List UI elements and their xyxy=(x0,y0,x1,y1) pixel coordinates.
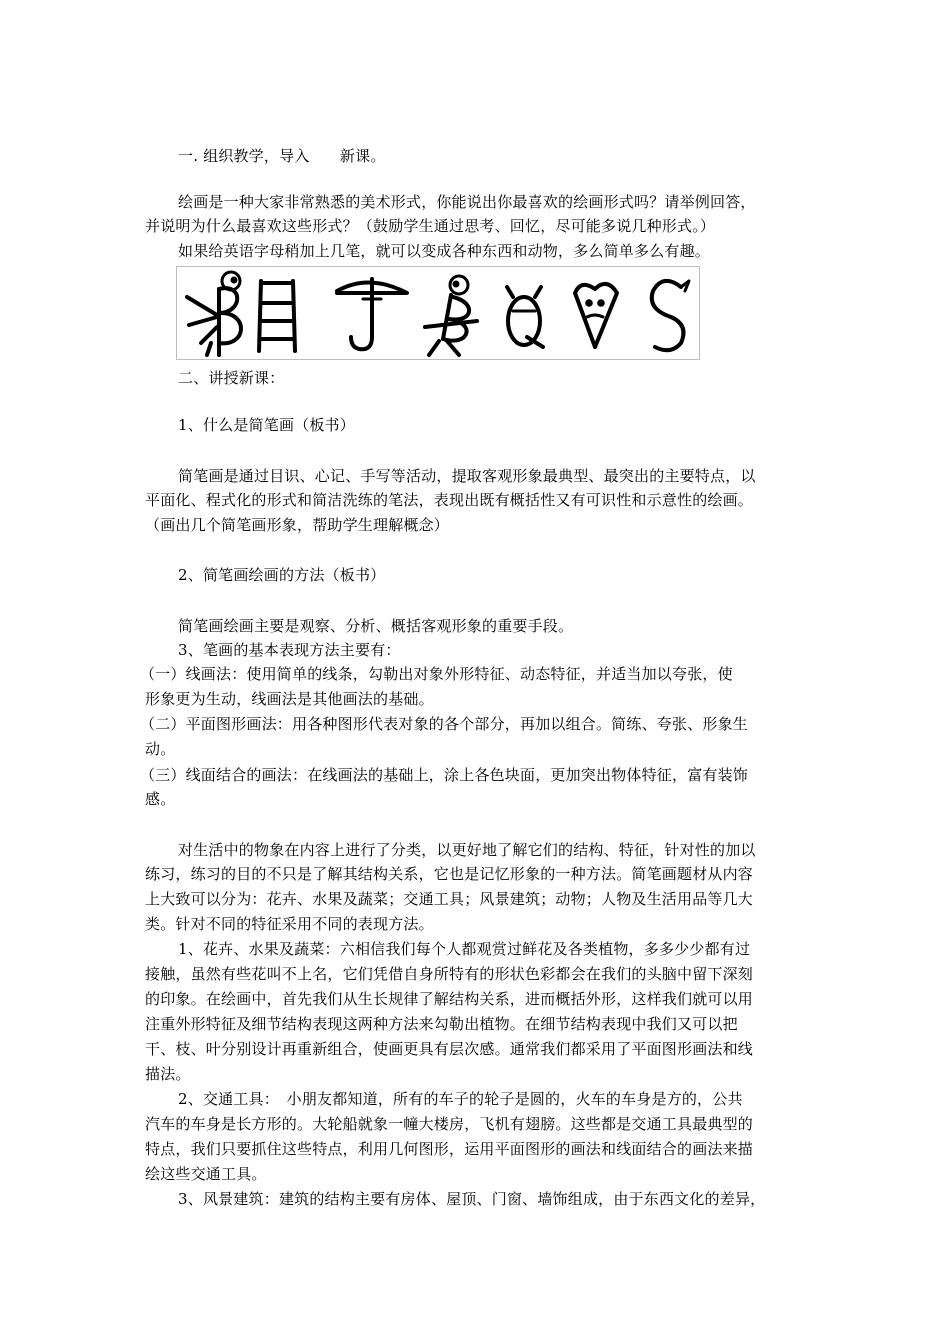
section-1-line-3: （画出几个简笔画形象，帮助学生理解概念） xyxy=(145,516,450,534)
method-line-2: 形象更为生动，线画法是其他画法的基础。 xyxy=(145,690,434,708)
flowers-line-4: 注重外形特征及细节结构表现这两种方法来勾勒出植物。在细节结构表现中我们又可以把 xyxy=(145,1015,738,1033)
section-2-body: 简笔画绘画主要是观察、分析、概括客观形象的重要手段。 xyxy=(178,617,574,635)
section-1-title: 1、什么是简笔画（板书） xyxy=(178,416,355,434)
transport-line-4: 绘这些交通工具。 xyxy=(145,1165,267,1183)
flowers-line-3: 的印象。在绘画中，首先我们从生长规律了解结构关系，进而概括外形，这样我们就可以用 xyxy=(145,990,754,1008)
method-line-1: （一）线画法：使用简单的线条，勾勒出对象外形特征、动态特征，并适当加以夸张，使 xyxy=(140,665,733,683)
section-3-title: 3、笔画的基本表现方法主要有： xyxy=(178,641,401,659)
heading-1: 一. 组织教学，导入 新课。 xyxy=(178,147,386,165)
method-line-4: 动。 xyxy=(145,740,176,758)
buildings-line-1: 3、风景建筑：建筑的结构主要有房体、屋顶、门窗、墙饰组成，由于东西文化的差异， xyxy=(178,1190,766,1208)
letter-a-ladder-drawing xyxy=(259,281,295,351)
classify-line-2: 练习，练习的目的不只是了解其结构关系，它也是记忆形象的一种方法。简笔画题材从内容 xyxy=(145,865,754,883)
letter-drawings-svg xyxy=(177,267,699,359)
intro-line-1: 绘画是一种大家非常熟悉的美术形式，你能说出你最喜欢的绘画形式吗？请举例回答， xyxy=(178,193,756,211)
transport-line-2: 汽车的车身是长方形的。大轮船就象一幢大楼房，飞机有翅膀。这些都是交通工具最典型的 xyxy=(145,1115,754,1133)
transport-line-1: 2、交通工具： 小朋友都知道，所有的车子的轮子是圆的，火车的车身是方的，公共 xyxy=(178,1090,743,1108)
flowers-line-6: 描法。 xyxy=(145,1065,191,1083)
method-line-5: （三）线面结合的画法：在线画法的基础上，涂上各色块面，更加突出物体特征，富有装饰 xyxy=(140,766,749,784)
flowers-line-2: 接触，虽然有些花叫不上名，它们凭借自身所特有的形状色彩都会在我们的头脑中留下深刻 xyxy=(145,965,754,983)
section-1-line-2: 平面化、程式化的形式和简洁洗练的笔法，表现出既有概括性又有可识性和示意性的绘画。 xyxy=(145,491,754,509)
letter-q-owl-drawing xyxy=(507,287,543,347)
classify-line-4: 类。针对不同的特征采用不同的表现方法。 xyxy=(145,915,434,933)
letter-b-bird-2-drawing xyxy=(425,276,477,355)
flowers-line-5: 干、枝、叶分别设计再重新组合，使画更具有层次感。通常我们都采用了平面图形画法和线 xyxy=(145,1040,754,1058)
letter-s-snake-drawing xyxy=(652,281,689,350)
letter-b-bird-drawing xyxy=(187,272,241,355)
letter-j-umbrella-drawing xyxy=(337,279,407,349)
classify-line-3: 上大致可以分为：花卉、水果及蔬菜；交通工具；风景建筑；动物；人物及生活用品等几大 xyxy=(145,890,754,908)
method-line-6: 感。 xyxy=(145,790,176,808)
section-1-line-1: 简笔画是通过目识、心记、手写等活动，提取客观形象最典型、最突出的主要特点，以 xyxy=(178,467,756,485)
intro-line-3: 如果给英语字母稍加上几笔，就可以变成各种东西和动物，多么简单多么有趣。 xyxy=(178,242,711,260)
transport-line-3: 特点，我们只要抓住这些特点，利用几何图形，运用平面图形的画法和线面结合的画法来描 xyxy=(145,1140,754,1158)
letter-v-heart-drawing xyxy=(575,284,617,347)
heading-2: 二、讲授新课： xyxy=(178,369,285,387)
section-2-title: 2、简笔画绘画的方法（板书） xyxy=(178,566,386,584)
flowers-line-1: 1、花卉、水果及蔬菜：六相信我们每个人都观赏过鲜花及各类植物，多多少少都有过 xyxy=(178,940,751,958)
intro-line-2: 并说明为什么最喜欢这些形式？（鼓励学生通过思考、回忆，尽可能多说几种形式。） xyxy=(145,217,716,235)
letter-drawings-figure xyxy=(176,266,700,360)
classify-line-1: 对生活中的物象在内容上进行了分类，以更好地了解它们的结构、特征，针对性的加以 xyxy=(178,841,756,859)
method-line-3: （二）平面图形画法：用各种图形代表对象的各个部分，再加以组合。简练、夸张、形象生 xyxy=(140,715,749,733)
